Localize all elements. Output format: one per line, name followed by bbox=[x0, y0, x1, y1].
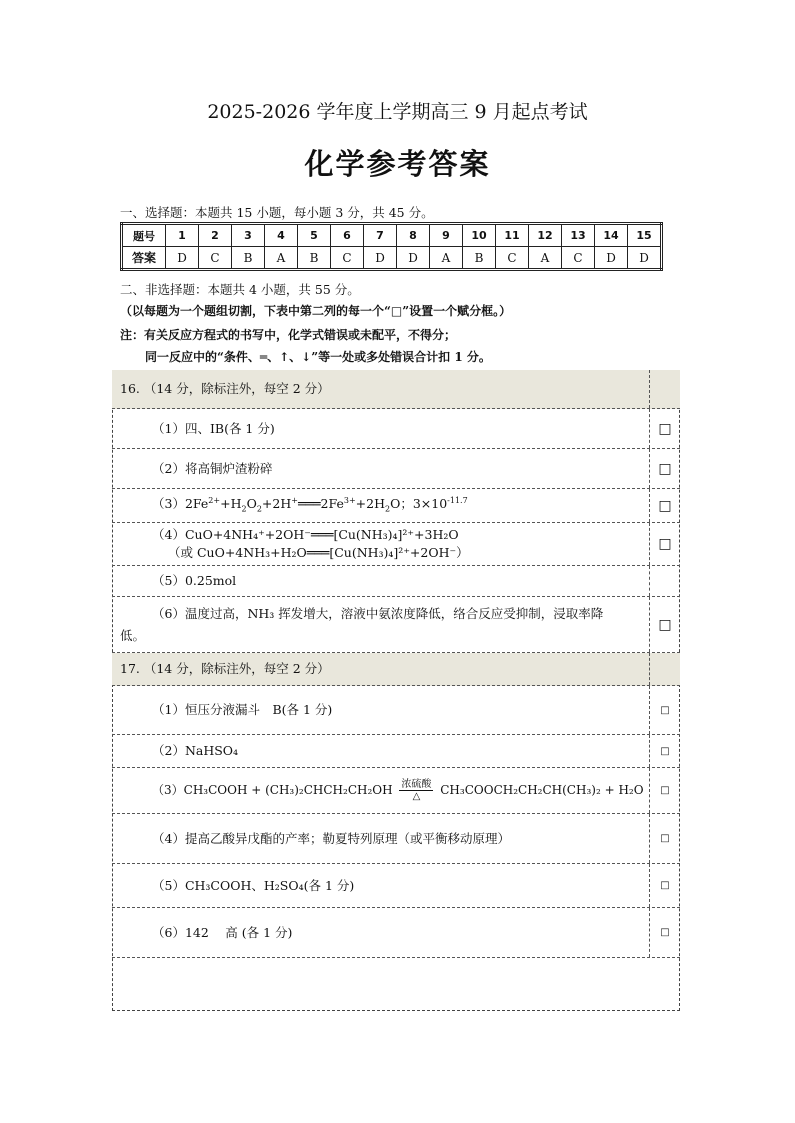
q16-a5-mark-cell bbox=[649, 566, 680, 596]
question-number-cell: 14 bbox=[595, 224, 628, 247]
q16-a4-line2: （或 CuO+4NH₃+H₂O═══[Cu(NH₃)₄]²⁺+2OH⁻） bbox=[168, 545, 469, 560]
score-box[interactable]: □ bbox=[649, 489, 680, 522]
question-number-cell: 15 bbox=[628, 224, 662, 247]
answer-cell: A bbox=[265, 247, 298, 270]
question-number-cell: 2 bbox=[199, 224, 232, 247]
q17-answer-2 bbox=[112, 735, 680, 768]
q17-header-mark-cell bbox=[649, 653, 680, 685]
question-number-cell: 9 bbox=[430, 224, 463, 247]
q17-answer-6 bbox=[112, 908, 680, 958]
q16-a1-text: （1）四、IB(各 1 分) bbox=[152, 420, 275, 436]
q17-a6-text: （6）142 高 (各 1 分) bbox=[152, 924, 293, 940]
score-box[interactable]: □ bbox=[649, 735, 680, 767]
q17-answer-3 bbox=[112, 768, 680, 814]
q16-header-mark-cell bbox=[649, 370, 680, 408]
answer-cell: C bbox=[331, 247, 364, 270]
score-box[interactable]: □ bbox=[649, 523, 680, 565]
q17-a1-text: （1）恒压分液漏斗 B(各 1 分) bbox=[152, 702, 333, 717]
score-box[interactable]: □ bbox=[649, 686, 680, 734]
q17-answer-1 bbox=[112, 686, 680, 735]
score-box[interactable]: □ bbox=[649, 409, 680, 448]
question-number-cell: 6 bbox=[331, 224, 364, 247]
score-box[interactable]: □ bbox=[649, 908, 680, 957]
q16-answer-2 bbox=[112, 449, 680, 489]
answer-cell: D bbox=[364, 247, 397, 270]
q16-a5-text: （5）0.25mol bbox=[152, 573, 237, 588]
answer-cell: D bbox=[595, 247, 628, 270]
answer-cell: B bbox=[232, 247, 265, 270]
score-box[interactable]: □ bbox=[649, 597, 680, 652]
row-label-question: 题号 bbox=[122, 224, 166, 247]
q16-answer-3 bbox=[112, 489, 680, 523]
condition-catalyst: 浓硫酸 bbox=[401, 779, 432, 790]
section2-heading: 二、非选择题：本题共 4 小题，共 55 分。 bbox=[120, 282, 360, 297]
q16-answer-1 bbox=[112, 409, 680, 449]
q16-a4-line1: （4）CuO+4NH₄⁺+2OH⁻═══[Cu(NH₃)₄]²⁺+3H₂O bbox=[152, 527, 459, 542]
score-box[interactable]: □ bbox=[649, 768, 680, 813]
question-number-cell: 7 bbox=[364, 224, 397, 247]
score-box[interactable]: □ bbox=[649, 449, 680, 488]
q17-a5-text: （5）CH₃COOH、H₂SO₄(各 1 分) bbox=[152, 877, 355, 893]
answer-cell: C bbox=[199, 247, 232, 270]
question-number-cell: 11 bbox=[496, 224, 529, 247]
question-number-cell: 10 bbox=[463, 224, 496, 247]
answer-table bbox=[120, 222, 663, 271]
q17-a3-products: CH₃COOCH₂CH₂CH(CH₃)₂ + H₂O bbox=[440, 783, 644, 797]
question-number-cell: 12 bbox=[529, 224, 562, 247]
answer-cell: D bbox=[397, 247, 430, 270]
subject-title: 化学参考答案 bbox=[304, 147, 491, 181]
question-number-cell: 8 bbox=[397, 224, 430, 247]
q16-a6-line1: （6）温度过高，NH₃ 挥发增大，溶液中氨浓度降低，络合反应受抑制，浸取率降 bbox=[152, 605, 604, 621]
section1-heading: 一、选择题：本题共 15 小题，每小题 3 分，共 45 分。 bbox=[120, 205, 434, 220]
question-number-cell: 5 bbox=[298, 224, 331, 247]
q17-a4-text: （4）提高乙酸异戊酯的产率；勒夏特列原理（或平衡移动原理） bbox=[152, 830, 510, 846]
question-number-cell: 13 bbox=[562, 224, 595, 247]
q16-answer-5 bbox=[112, 566, 680, 597]
q16-a4-text bbox=[112, 523, 650, 565]
question-number-cell: 4 bbox=[265, 224, 298, 247]
answer-row bbox=[122, 247, 662, 270]
answer-cell: C bbox=[562, 247, 595, 270]
score-box[interactable]: □ bbox=[649, 864, 680, 907]
answer-cell: C bbox=[496, 247, 529, 270]
note-scoring-boxes: （以每题为一个题组切割，下表中第二列的每一个“□”设置一个赋分框。） bbox=[120, 304, 512, 318]
reaction-condition bbox=[399, 779, 433, 802]
q16-header: 16. （14 分，除标注外，每空 2 分） bbox=[120, 381, 330, 396]
q17-header-row bbox=[112, 653, 680, 686]
answer-cell: B bbox=[298, 247, 331, 270]
score-box[interactable]: □ bbox=[649, 814, 680, 863]
q17-a2-text: （2）NaHSO₄ bbox=[152, 743, 239, 758]
q17-a3-reactants: （3）CH₃COOH + (CH₃)₂CHCH₂CH₂OH bbox=[152, 783, 393, 797]
q16-a6-text bbox=[112, 597, 650, 652]
question-number-cell: 3 bbox=[232, 224, 265, 247]
q16-a2-text: （2）将高铜炉渣粉碎 bbox=[152, 460, 273, 476]
row-label-answer: 答案 bbox=[122, 247, 166, 270]
condition-heat: △ bbox=[412, 791, 421, 802]
answer-cell: A bbox=[529, 247, 562, 270]
answer-cell: D bbox=[628, 247, 662, 270]
answer-cell: A bbox=[430, 247, 463, 270]
exam-title: 2025-2026 学年度上学期高三 9 月起点考试 bbox=[207, 101, 588, 123]
q17-answer-4 bbox=[112, 814, 680, 864]
q16-answer-4 bbox=[112, 523, 680, 566]
answer-cell: D bbox=[166, 247, 199, 270]
question-number-row bbox=[122, 224, 662, 247]
note-condition-rule: 同一反应中的“条件、═、↑、↓”等一处或多处错误合计扣 1 分。 bbox=[145, 350, 491, 364]
answer-cell: B bbox=[463, 247, 496, 270]
q17-header: 17. （14 分，除标注外，每空 2 分） bbox=[120, 661, 330, 676]
q16-a3-text: $(3)2Fe^{2+}+H_2O_2+2H^+═══2Fe^{3+}+2H_2O$；$3\times 10^{-11.7}$ bbox=[152, 496, 468, 514]
question-number-cell: 1 bbox=[166, 224, 199, 247]
q16-a6-line2: 低。 bbox=[120, 627, 146, 643]
q17-a3-text bbox=[112, 768, 650, 813]
q17-answer-5 bbox=[112, 864, 680, 908]
note-equation-rule: 注：有关反应方程式的书写中，化学式错误或未配平，不得分； bbox=[120, 328, 457, 342]
q16-header-row bbox=[112, 370, 680, 409]
q16-answer-6 bbox=[112, 597, 680, 653]
